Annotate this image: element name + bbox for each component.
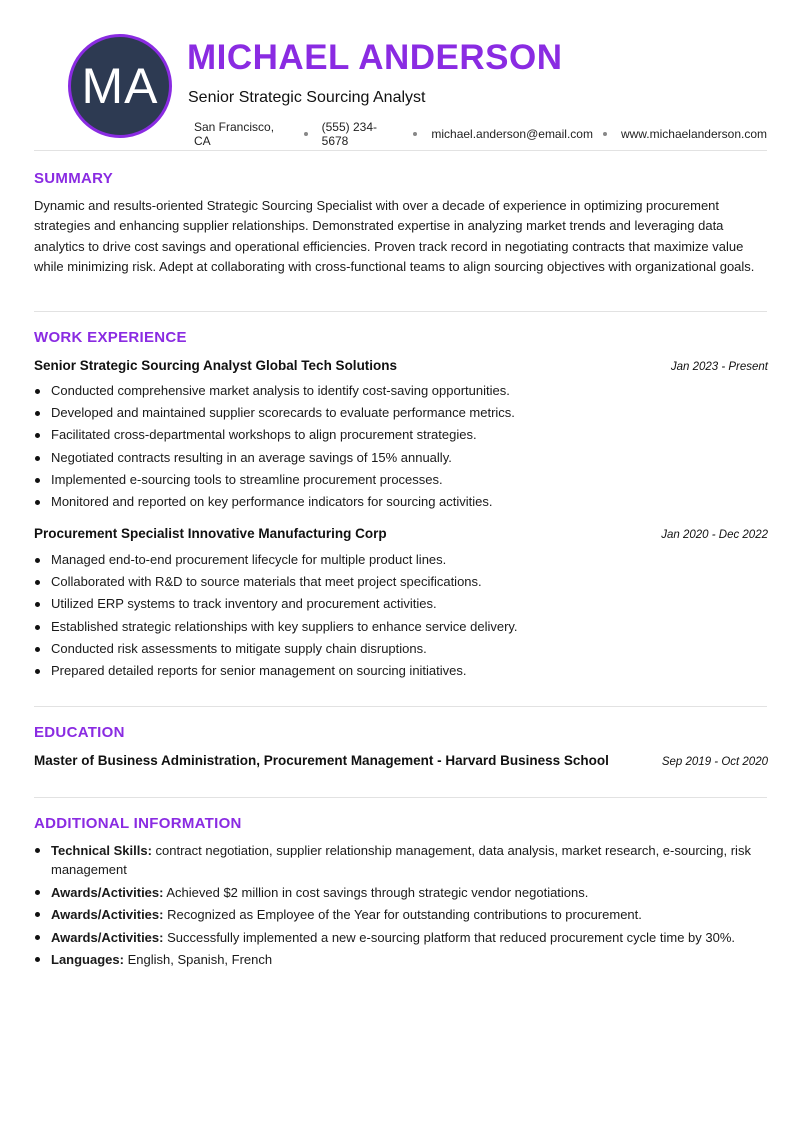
contact-location: San Francisco, CA xyxy=(194,120,275,148)
education-degree: Master of Business Administration, Procurement Management - Harvard Business School xyxy=(34,753,609,768)
additional-info-list xyxy=(51,841,771,973)
list-item: Utilized ERP systems to track inventory and procurement activities. xyxy=(51,593,771,615)
contact-phone[interactable]: (555) 234-5678 xyxy=(321,120,378,148)
item-text: Successfully implemented a new e-sourcing platform that reduced procurement cycle time by 30%. xyxy=(163,929,736,945)
job-bullets xyxy=(51,380,771,513)
education-date: Sep 2019 - Oct 2020 xyxy=(661,756,768,768)
list-item xyxy=(51,905,771,924)
list-item: Monitored and reported on key performance indicators for sourcing activities. xyxy=(51,491,771,513)
list-item xyxy=(51,841,771,879)
summary-text: Dynamic and results-oriented Strategic Sourcing Specialist with over a decade of experience in optimizing procurement strategies and enhancing supplier relationships. Demonstrated expertise in analyzing market trends and leveraging data analytics to drive cost savings and operational efficiencies. Proven track record in negotiating contracts that maximize value while minimizing risk. Adept at collaborating with cross-functional teams to align sourcing objectives with organizational goals. xyxy=(34,198,755,274)
avatar-initials: MA xyxy=(81,58,159,114)
job-date: Jan 2020 - Dec 2022 xyxy=(661,529,768,541)
list-item: Managed end-to-end procurement lifecycle for multiple product lines. xyxy=(51,549,771,571)
list-item xyxy=(51,928,771,947)
list-item: Conducted risk assessments to mitigate supply chain disruptions. xyxy=(51,638,771,660)
separator-dot xyxy=(413,132,417,136)
item-label: Languages: xyxy=(51,952,124,967)
work-experience-heading: WORK EXPERIENCE xyxy=(34,329,187,346)
list-item: Prepared detailed reports for senior management on sourcing initiatives. xyxy=(51,660,771,682)
list-item: Implemented e-sourcing tools to streamline procurement processes. xyxy=(51,469,771,491)
summary-heading: SUMMARY xyxy=(34,170,114,187)
list-item: Established strategic relationships with key suppliers to enhance service delivery. xyxy=(51,616,771,638)
section-divider xyxy=(34,706,767,707)
job-header xyxy=(34,358,768,373)
job-bullets xyxy=(51,549,771,682)
section-divider xyxy=(34,311,767,312)
list-item: Conducted comprehensive market analysis to identify cost-saving opportunities. xyxy=(51,380,771,402)
item-label: Technical Skills: xyxy=(51,843,152,858)
item-label: Awards/Activities: xyxy=(51,929,164,945)
education-entry xyxy=(34,753,768,768)
list-item: Negotiated contracts resulting in an average savings of 15% annually. xyxy=(51,447,771,469)
candidate-name: MICHAEL ANDERSON xyxy=(187,38,563,77)
job-date: Jan 2023 - Present xyxy=(670,361,768,373)
additional-info-heading: ADDITIONAL INFORMATION xyxy=(34,815,242,832)
list-item: Developed and maintained supplier scorecards to evaluate performance metrics. xyxy=(51,402,771,424)
avatar xyxy=(68,34,172,138)
separator-dot xyxy=(304,132,308,136)
list-item xyxy=(51,883,771,902)
item-label: Awards/Activities: xyxy=(51,907,164,922)
resume-header xyxy=(34,0,767,150)
job-role: Procurement Specialist Innovative Manufacturing Corp xyxy=(34,526,387,541)
job-role: Senior Strategic Sourcing Analyst Global Tech Solutions xyxy=(34,358,398,373)
job-header xyxy=(34,526,768,541)
section-divider xyxy=(34,797,767,798)
list-item: Collaborated with R&D to source materials that meet project specifications. xyxy=(51,571,771,593)
separator-dot xyxy=(603,132,607,136)
section-divider xyxy=(34,150,767,151)
item-text: Recognized as Employee of the Year for outstanding contributions to procurement. xyxy=(163,907,642,922)
education-heading: EDUCATION xyxy=(34,724,125,741)
list-item: Facilitated cross-departmental workshops to align procurement strategies. xyxy=(51,424,771,446)
contact-email[interactable]: michael.anderson@email.com xyxy=(431,127,593,141)
item-text: English, Spanish, French xyxy=(123,952,273,967)
item-label: Awards/Activities: xyxy=(51,884,164,900)
candidate-title: Senior Strategic Sourcing Analyst xyxy=(188,89,426,106)
contact-line xyxy=(194,120,767,148)
item-text: Achieved $2 million in cost savings through strategic vendor negotiations. xyxy=(163,884,589,900)
item-text: contract negotiation, supplier relationship management, data analysis, market research, e-sourcing, risk management xyxy=(51,843,751,877)
list-item xyxy=(51,950,771,969)
contact-website[interactable]: www.michaelanderson.com xyxy=(620,127,767,141)
